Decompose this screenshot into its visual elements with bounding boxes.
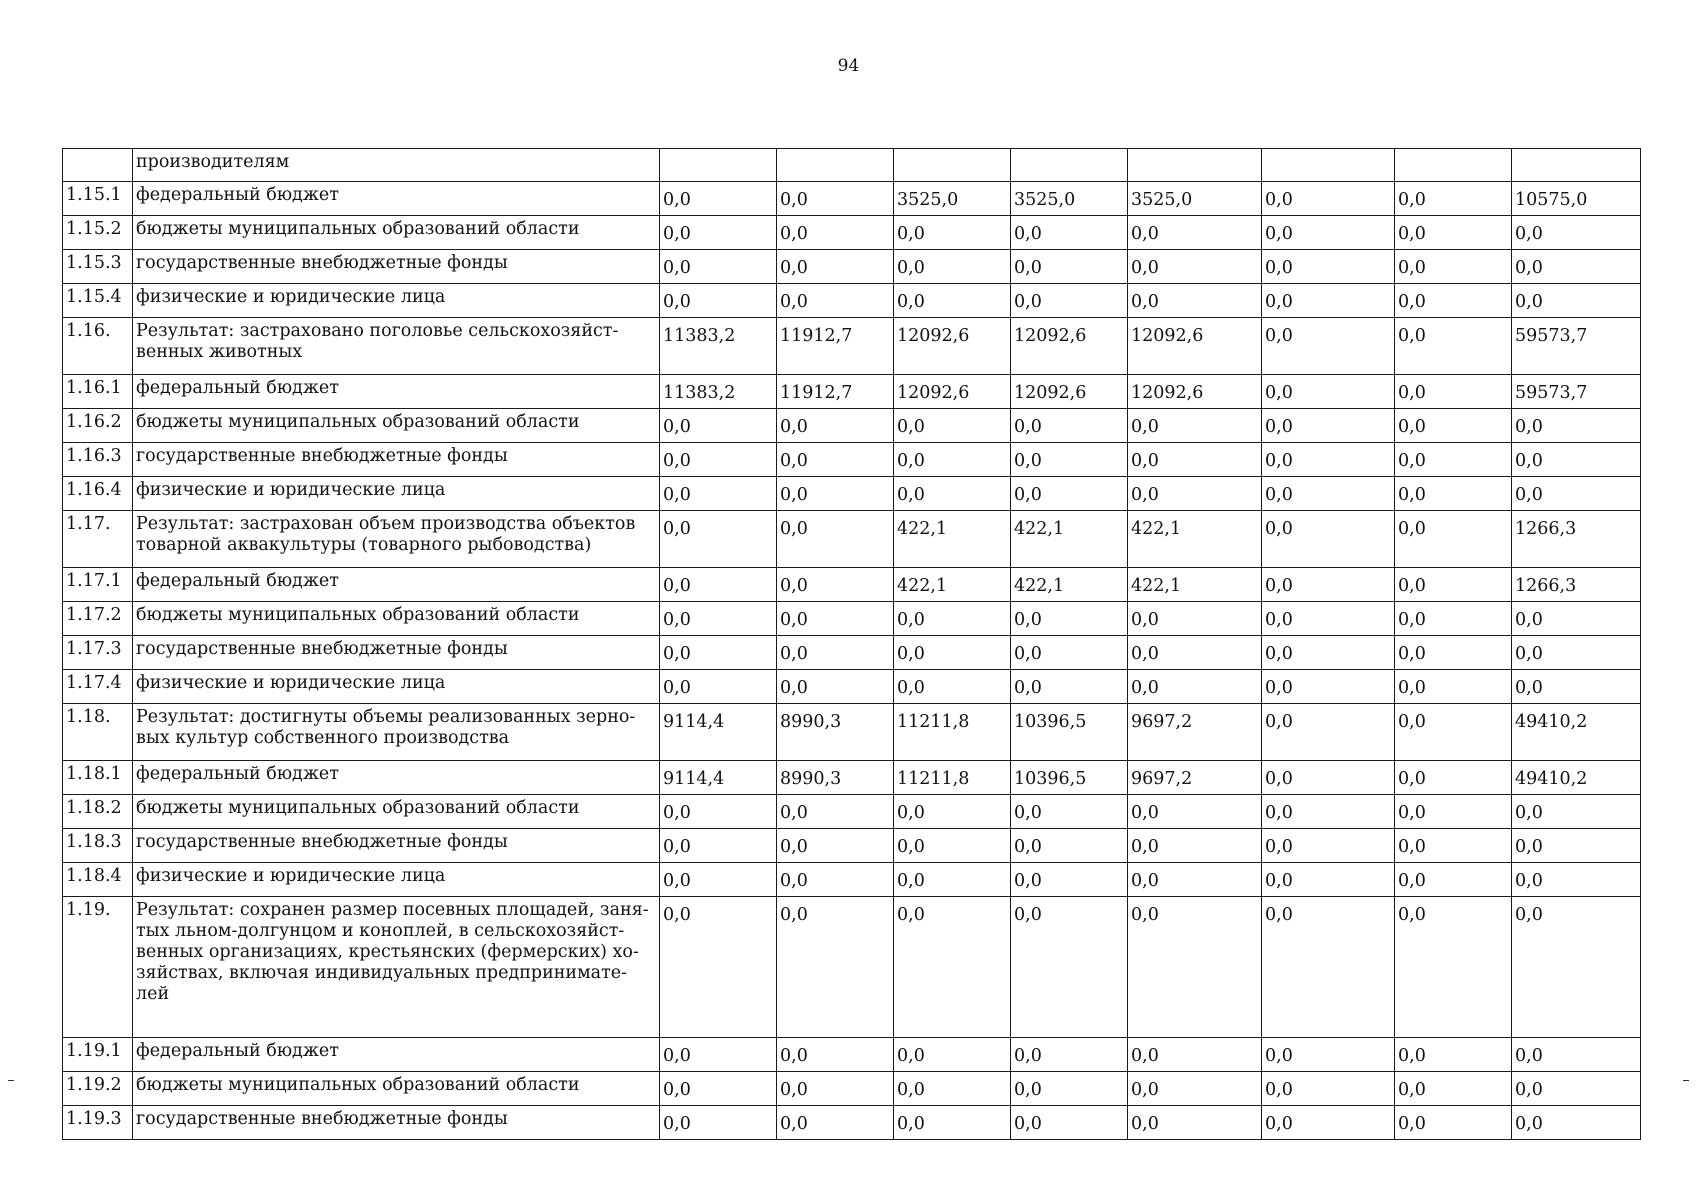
table-row	[63, 602, 1641, 636]
value-cell-col-6: 0,0	[1262, 250, 1395, 284]
table-row	[63, 1072, 1641, 1106]
value-cell-col-3: 12092,6	[894, 318, 1011, 375]
row-code: 1.18.1	[63, 761, 133, 795]
value-cell-col-3: 0,0	[894, 477, 1011, 511]
value-cell-col-4: 0,0	[1011, 1038, 1128, 1072]
row-description: государственные внебюджетные фонды	[133, 250, 660, 284]
row-description: физические и юридические лица	[133, 477, 660, 511]
value-cell-col-7: 0,0	[1395, 250, 1512, 284]
value-cell-col-4: 10396,5	[1011, 704, 1128, 761]
value-cell-col-1: 11383,2	[660, 318, 777, 375]
value-cell-col-1: 0,0	[660, 602, 777, 636]
value-cell-col-7: 0,0	[1395, 284, 1512, 318]
value-cell-col-8: 0,0	[1512, 602, 1641, 636]
value-cell-col-2: 8990,3	[777, 761, 894, 795]
value-cell-col-4: 0,0	[1011, 1072, 1128, 1106]
value-cell-col-3: 12092,6	[894, 375, 1011, 409]
value-cell-col-5: 0,0	[1128, 897, 1262, 1038]
value-cell-col-1: 0,0	[660, 477, 777, 511]
value-cell-col-4: 422,1	[1011, 568, 1128, 602]
value-cell-col-8: 0,0	[1512, 1106, 1641, 1140]
value-cell-col-6: 0,0	[1262, 443, 1395, 477]
value-cell-col-1	[660, 149, 777, 182]
value-cell-col-7: 0,0	[1395, 897, 1512, 1038]
value-cell-col-4: 0,0	[1011, 670, 1128, 704]
value-cell-col-2: 11912,7	[777, 375, 894, 409]
value-cell-col-1: 0,0	[660, 409, 777, 443]
value-cell-col-5: 0,0	[1128, 443, 1262, 477]
row-description: бюджеты муниципальных образований области	[133, 602, 660, 636]
table-row	[63, 375, 1641, 409]
value-cell-col-5: 422,1	[1128, 568, 1262, 602]
row-description: федеральный бюджет	[133, 1038, 660, 1072]
value-cell-col-1: 0,0	[660, 670, 777, 704]
row-code: 1.17.2	[63, 602, 133, 636]
value-cell-col-8: 49410,2	[1512, 704, 1641, 761]
value-cell-col-8: 0,0	[1512, 250, 1641, 284]
value-cell-col-2: 0,0	[777, 1072, 894, 1106]
value-cell-col-7	[1395, 149, 1512, 182]
value-cell-col-5: 0,0	[1128, 829, 1262, 863]
value-cell-col-8: 0,0	[1512, 477, 1641, 511]
value-cell-col-1: 0,0	[660, 636, 777, 670]
row-description: государственные внебюджетные фонды	[133, 1106, 660, 1140]
value-cell-col-8	[1512, 149, 1641, 182]
value-cell-col-8: 0,0	[1512, 670, 1641, 704]
value-cell-col-2: 0,0	[777, 477, 894, 511]
row-code	[63, 149, 133, 182]
value-cell-col-6: 0,0	[1262, 704, 1395, 761]
row-description: Результат: сохранен размер посевных площадей, заня-тых льном-долгунцом и коноплей, в сельскохозяйст-венных организациях, крестьянских (фермерских) хо-зяйствах, включая индивидуальных предпринимате-лей	[133, 897, 660, 1038]
value-cell-col-4: 0,0	[1011, 897, 1128, 1038]
value-cell-col-2: 8990,3	[777, 704, 894, 761]
table-row	[63, 568, 1641, 602]
value-cell-col-5: 0,0	[1128, 863, 1262, 897]
value-cell-col-3: 0,0	[894, 443, 1011, 477]
value-cell-col-7: 0,0	[1395, 704, 1512, 761]
table-row	[63, 761, 1641, 795]
row-code: 1.16.2	[63, 409, 133, 443]
value-cell-col-4: 0,0	[1011, 602, 1128, 636]
value-cell-col-2: 0,0	[777, 284, 894, 318]
budget-table	[62, 148, 1641, 1140]
value-cell-col-8: 0,0	[1512, 795, 1641, 829]
value-cell-col-1: 0,0	[660, 182, 777, 216]
table-row	[63, 409, 1641, 443]
row-code: 1.16.	[63, 318, 133, 375]
value-cell-col-6: 0,0	[1262, 216, 1395, 250]
value-cell-col-3: 0,0	[894, 1038, 1011, 1072]
table-row	[63, 670, 1641, 704]
value-cell-col-1: 0,0	[660, 568, 777, 602]
value-cell-col-7: 0,0	[1395, 863, 1512, 897]
value-cell-col-8: 0,0	[1512, 216, 1641, 250]
row-description: федеральный бюджет	[133, 568, 660, 602]
value-cell-col-7: 0,0	[1395, 375, 1512, 409]
value-cell-col-8: 0,0	[1512, 897, 1641, 1038]
row-code: 1.17.4	[63, 670, 133, 704]
value-cell-col-6: 0,0	[1262, 477, 1395, 511]
value-cell-col-1: 9114,4	[660, 704, 777, 761]
value-cell-col-5: 0,0	[1128, 795, 1262, 829]
value-cell-col-5: 0,0	[1128, 216, 1262, 250]
value-cell-col-5: 12092,6	[1128, 318, 1262, 375]
value-cell-col-8: 0,0	[1512, 829, 1641, 863]
value-cell-col-3: 0,0	[894, 795, 1011, 829]
value-cell-col-5: 0,0	[1128, 670, 1262, 704]
value-cell-col-7: 0,0	[1395, 443, 1512, 477]
row-code: 1.19.2	[63, 1072, 133, 1106]
value-cell-col-6: 0,0	[1262, 795, 1395, 829]
value-cell-col-6: 0,0	[1262, 636, 1395, 670]
value-cell-col-3: 0,0	[894, 670, 1011, 704]
table-row	[63, 1106, 1641, 1140]
value-cell-col-3: 0,0	[894, 1106, 1011, 1140]
value-cell-col-8: 0,0	[1512, 863, 1641, 897]
value-cell-col-1: 0,0	[660, 250, 777, 284]
row-description: физические и юридические лица	[133, 284, 660, 318]
row-code: 1.18.	[63, 704, 133, 761]
value-cell-col-4: 0,0	[1011, 250, 1128, 284]
value-cell-col-5: 0,0	[1128, 409, 1262, 443]
value-cell-col-2: 0,0	[777, 1038, 894, 1072]
value-cell-col-1: 0,0	[660, 795, 777, 829]
row-code: 1.15.3	[63, 250, 133, 284]
value-cell-col-1: 0,0	[660, 1072, 777, 1106]
value-cell-col-1: 0,0	[660, 443, 777, 477]
value-cell-col-3: 422,1	[894, 568, 1011, 602]
value-cell-col-8: 1266,3	[1512, 568, 1641, 602]
value-cell-col-7: 0,0	[1395, 670, 1512, 704]
value-cell-col-8: 0,0	[1512, 443, 1641, 477]
row-description: федеральный бюджет	[133, 761, 660, 795]
value-cell-col-4: 0,0	[1011, 795, 1128, 829]
value-cell-col-2: 0,0	[777, 863, 894, 897]
value-cell-col-5	[1128, 149, 1262, 182]
row-code: 1.18.2	[63, 795, 133, 829]
value-cell-col-7: 0,0	[1395, 761, 1512, 795]
value-cell-col-4: 0,0	[1011, 216, 1128, 250]
value-cell-col-1: 0,0	[660, 284, 777, 318]
value-cell-col-5: 0,0	[1128, 1038, 1262, 1072]
table-row	[63, 443, 1641, 477]
value-cell-col-5: 422,1	[1128, 511, 1262, 568]
value-cell-col-2: 0,0	[777, 829, 894, 863]
row-code: 1.16.1	[63, 375, 133, 409]
value-cell-col-5: 0,0	[1128, 1106, 1262, 1140]
value-cell-col-3: 0,0	[894, 897, 1011, 1038]
value-cell-col-6: 0,0	[1262, 511, 1395, 568]
value-cell-col-7: 0,0	[1395, 795, 1512, 829]
value-cell-col-2: 0,0	[777, 568, 894, 602]
table-row	[63, 182, 1641, 216]
value-cell-col-7: 0,0	[1395, 477, 1512, 511]
value-cell-col-5: 3525,0	[1128, 182, 1262, 216]
value-cell-col-5: 9697,2	[1128, 704, 1262, 761]
table-row	[63, 318, 1641, 375]
table-row	[63, 704, 1641, 761]
value-cell-col-4: 0,0	[1011, 829, 1128, 863]
value-cell-col-6: 0,0	[1262, 375, 1395, 409]
table-row	[63, 636, 1641, 670]
row-description: физические и юридические лица	[133, 670, 660, 704]
row-code: 1.17.	[63, 511, 133, 568]
row-description: федеральный бюджет	[133, 182, 660, 216]
margin-tick-right	[1683, 1080, 1689, 1081]
value-cell-col-8: 0,0	[1512, 1072, 1641, 1106]
value-cell-col-7: 0,0	[1395, 568, 1512, 602]
value-cell-col-4	[1011, 149, 1128, 182]
row-description: государственные внебюджетные фонды	[133, 443, 660, 477]
value-cell-col-3: 0,0	[894, 409, 1011, 443]
value-cell-col-1: 0,0	[660, 863, 777, 897]
value-cell-col-6: 0,0	[1262, 1038, 1395, 1072]
value-cell-col-2: 0,0	[777, 897, 894, 1038]
value-cell-col-6: 0,0	[1262, 409, 1395, 443]
table-row	[63, 284, 1641, 318]
value-cell-col-8: 1266,3	[1512, 511, 1641, 568]
value-cell-col-2: 0,0	[777, 443, 894, 477]
value-cell-col-2: 0,0	[777, 602, 894, 636]
value-cell-col-4: 12092,6	[1011, 318, 1128, 375]
value-cell-col-5: 0,0	[1128, 636, 1262, 670]
value-cell-col-6: 0,0	[1262, 182, 1395, 216]
value-cell-col-3: 11211,8	[894, 704, 1011, 761]
value-cell-col-7: 0,0	[1395, 1106, 1512, 1140]
value-cell-col-6: 0,0	[1262, 602, 1395, 636]
value-cell-col-5: 0,0	[1128, 477, 1262, 511]
table-row	[63, 477, 1641, 511]
value-cell-col-3	[894, 149, 1011, 182]
value-cell-col-7: 0,0	[1395, 318, 1512, 375]
value-cell-col-2: 0,0	[777, 795, 894, 829]
value-cell-col-8: 59573,7	[1512, 375, 1641, 409]
value-cell-col-2: 0,0	[777, 216, 894, 250]
row-code: 1.16.3	[63, 443, 133, 477]
row-code: 1.19.	[63, 897, 133, 1038]
row-code: 1.17.3	[63, 636, 133, 670]
value-cell-col-3: 0,0	[894, 602, 1011, 636]
row-description: бюджеты муниципальных образований области	[133, 409, 660, 443]
table-row	[63, 863, 1641, 897]
value-cell-col-1: 11383,2	[660, 375, 777, 409]
value-cell-col-8: 59573,7	[1512, 318, 1641, 375]
value-cell-col-1: 0,0	[660, 216, 777, 250]
value-cell-col-8: 0,0	[1512, 409, 1641, 443]
value-cell-col-6: 0,0	[1262, 568, 1395, 602]
value-cell-col-7: 0,0	[1395, 409, 1512, 443]
value-cell-col-4: 10396,5	[1011, 761, 1128, 795]
value-cell-col-2: 0,0	[777, 182, 894, 216]
value-cell-col-3: 0,0	[894, 829, 1011, 863]
value-cell-col-1: 0,0	[660, 511, 777, 568]
value-cell-col-1: 9114,4	[660, 761, 777, 795]
value-cell-col-6: 0,0	[1262, 284, 1395, 318]
value-cell-col-2: 11912,7	[777, 318, 894, 375]
value-cell-col-7: 0,0	[1395, 216, 1512, 250]
value-cell-col-6: 0,0	[1262, 863, 1395, 897]
value-cell-col-6: 0,0	[1262, 1072, 1395, 1106]
value-cell-col-4: 3525,0	[1011, 182, 1128, 216]
row-description: производителям	[133, 149, 660, 182]
row-code: 1.15.1	[63, 182, 133, 216]
value-cell-col-6: 0,0	[1262, 761, 1395, 795]
value-cell-col-1: 0,0	[660, 897, 777, 1038]
value-cell-col-8: 49410,2	[1512, 761, 1641, 795]
value-cell-col-5: 0,0	[1128, 250, 1262, 284]
value-cell-col-4: 0,0	[1011, 284, 1128, 318]
value-cell-col-3: 0,0	[894, 284, 1011, 318]
value-cell-col-4: 0,0	[1011, 1106, 1128, 1140]
row-description: бюджеты муниципальных образований области	[133, 795, 660, 829]
value-cell-col-2: 0,0	[777, 636, 894, 670]
value-cell-col-2: 0,0	[777, 250, 894, 284]
row-code: 1.18.3	[63, 829, 133, 863]
value-cell-col-2: 0,0	[777, 511, 894, 568]
row-code: 1.19.3	[63, 1106, 133, 1140]
value-cell-col-3: 0,0	[894, 216, 1011, 250]
table-row	[63, 829, 1641, 863]
row-description: государственные внебюджетные фонды	[133, 636, 660, 670]
table-row	[63, 511, 1641, 568]
row-description: физические и юридические лица	[133, 863, 660, 897]
value-cell-col-6	[1262, 149, 1395, 182]
value-cell-col-5: 0,0	[1128, 602, 1262, 636]
value-cell-col-4: 0,0	[1011, 636, 1128, 670]
value-cell-col-8: 0,0	[1512, 636, 1641, 670]
row-code: 1.19.1	[63, 1038, 133, 1072]
value-cell-col-3: 3525,0	[894, 182, 1011, 216]
row-description: Результат: застрахован объем производства объектов товарной аквакультуры (товарного рыбоводства)	[133, 511, 660, 568]
value-cell-col-3: 422,1	[894, 511, 1011, 568]
table-row	[63, 250, 1641, 284]
value-cell-col-2	[777, 149, 894, 182]
row-code: 1.15.2	[63, 216, 133, 250]
value-cell-col-4: 0,0	[1011, 863, 1128, 897]
value-cell-col-7: 0,0	[1395, 511, 1512, 568]
value-cell-col-2: 0,0	[777, 1106, 894, 1140]
value-cell-col-4: 0,0	[1011, 409, 1128, 443]
value-cell-col-6: 0,0	[1262, 897, 1395, 1038]
value-cell-col-3: 0,0	[894, 636, 1011, 670]
row-description: государственные внебюджетные фонды	[133, 829, 660, 863]
value-cell-col-2: 0,0	[777, 409, 894, 443]
margin-tick-left	[8, 1080, 14, 1081]
value-cell-col-1: 0,0	[660, 1038, 777, 1072]
value-cell-col-6: 0,0	[1262, 1106, 1395, 1140]
value-cell-col-1: 0,0	[660, 829, 777, 863]
value-cell-col-4: 12092,6	[1011, 375, 1128, 409]
value-cell-col-7: 0,0	[1395, 636, 1512, 670]
row-code: 1.16.4	[63, 477, 133, 511]
value-cell-col-5: 0,0	[1128, 284, 1262, 318]
row-description: Результат: достигнуты объемы реализованных зерно-вых культур собственного производства	[133, 704, 660, 761]
value-cell-col-4: 0,0	[1011, 443, 1128, 477]
value-cell-col-1: 0,0	[660, 1106, 777, 1140]
table-row	[63, 795, 1641, 829]
value-cell-col-2: 0,0	[777, 670, 894, 704]
row-description: Результат: застраховано поголовье сельскохозяйст-венных животных	[133, 318, 660, 375]
value-cell-col-5: 9697,2	[1128, 761, 1262, 795]
value-cell-col-3: 11211,8	[894, 761, 1011, 795]
value-cell-col-6: 0,0	[1262, 670, 1395, 704]
row-description: бюджеты муниципальных образований области	[133, 216, 660, 250]
row-code: 1.17.1	[63, 568, 133, 602]
value-cell-col-7: 0,0	[1395, 182, 1512, 216]
value-cell-col-4: 422,1	[1011, 511, 1128, 568]
value-cell-col-6: 0,0	[1262, 829, 1395, 863]
value-cell-col-4: 0,0	[1011, 477, 1128, 511]
table-row	[63, 897, 1641, 1038]
value-cell-col-7: 0,0	[1395, 1072, 1512, 1106]
value-cell-col-3: 0,0	[894, 250, 1011, 284]
value-cell-col-3: 0,0	[894, 1072, 1011, 1106]
row-code: 1.18.4	[63, 863, 133, 897]
table-row	[63, 1038, 1641, 1072]
value-cell-col-7: 0,0	[1395, 1038, 1512, 1072]
value-cell-col-8: 0,0	[1512, 284, 1641, 318]
row-description: бюджеты муниципальных образований области	[133, 1072, 660, 1106]
value-cell-col-5: 12092,6	[1128, 375, 1262, 409]
value-cell-col-5: 0,0	[1128, 1072, 1262, 1106]
value-cell-col-7: 0,0	[1395, 829, 1512, 863]
value-cell-col-3: 0,0	[894, 863, 1011, 897]
value-cell-col-7: 0,0	[1395, 602, 1512, 636]
table-row	[63, 216, 1641, 250]
value-cell-col-6: 0,0	[1262, 318, 1395, 375]
row-code: 1.15.4	[63, 284, 133, 318]
value-cell-col-8: 0,0	[1512, 1038, 1641, 1072]
table-row	[63, 149, 1641, 182]
table-body	[63, 149, 1641, 1140]
value-cell-col-8: 10575,0	[1512, 182, 1641, 216]
page-number: 94	[837, 56, 860, 76]
row-description: федеральный бюджет	[133, 375, 660, 409]
